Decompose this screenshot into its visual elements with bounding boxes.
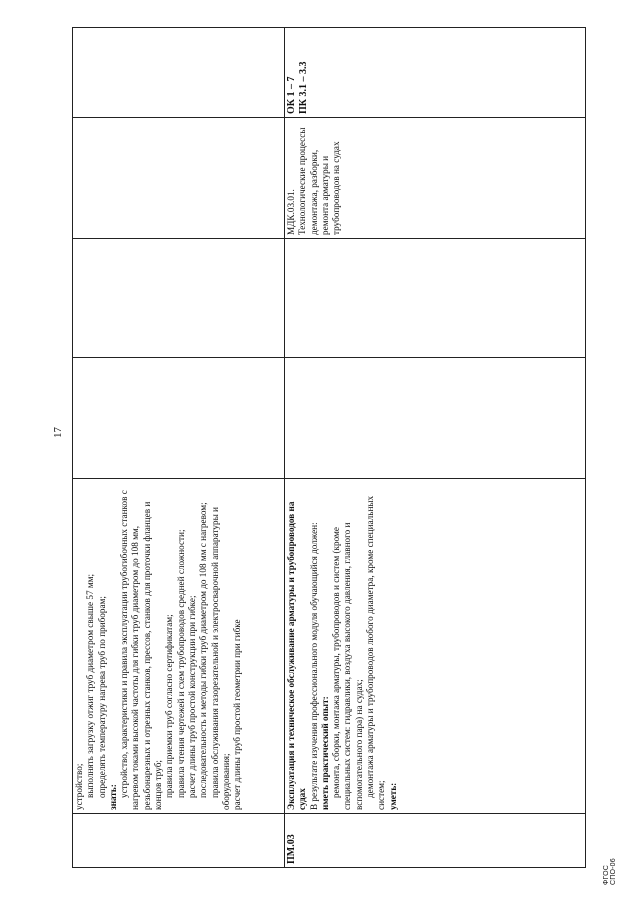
code-cell <box>73 814 285 868</box>
footer-mark: ФГОС СПО-06 <box>603 858 617 885</box>
content-line: правила приемки труб согласно сертификатам; <box>164 614 175 798</box>
page-number: 17 <box>52 427 64 438</box>
experience-label: иметь практический опыт: <box>319 696 330 810</box>
table-row <box>73 28 285 868</box>
content-line: правила обслуживания газорезательной и электросварочной аппаратуры и оборудования; <box>209 507 231 810</box>
content-cell <box>73 479 285 814</box>
hours-cell <box>285 358 586 479</box>
content-line: устройство; <box>74 763 84 810</box>
module-intro: В результате изучения профессионального модуля обучающийся должен: <box>308 522 319 810</box>
mdk-title: МДК.03.01. Технологические процессы демонтажа, разборки, ремонта арматуры и трубопроводов на судах <box>286 127 342 235</box>
knowledge-label: знать: <box>107 784 118 810</box>
content-line: определять температуру нагрева труб по приборам; <box>96 596 107 798</box>
competencies-cell <box>73 28 285 118</box>
hours-cell <box>73 358 285 479</box>
skills-label: уметь: <box>387 782 398 810</box>
competencies-cell <box>285 28 586 118</box>
content-line: устройство, характеристики и правила эксплуатации трубогибочных станков с нагревом токами высокой частоты для гибки труб диаметром до 108 мм, резьбонарезных и отрезных станков, прессов, станков для проточки фланцев и концов труб; <box>119 490 164 810</box>
content-line: расчет длины труб простой геометрии при гибке <box>232 619 243 810</box>
hours-cell <box>73 239 285 358</box>
content-cell <box>285 479 586 814</box>
professional-competencies: ПК 3.1 – 3.3 <box>298 61 309 114</box>
hours-cell <box>285 239 586 358</box>
experience-item: демонтажа арматуры и трубопроводов любого диаметра, кроме специальных систем; <box>365 495 387 810</box>
content-line: расчет длины труб простой конструкции при гибке; <box>186 595 197 798</box>
content-line: правила чтения чертежей и схем трубопроводов средней сложности; <box>175 529 186 798</box>
curriculum-table <box>72 27 586 868</box>
curriculum-table-wrapper <box>72 30 586 868</box>
experience-item: ремонта, сборки, монтажа арматуры, трубопроводов и систем (кроме специальных систем: гидравлики, воздуха высокого давления, главного и вспомогательного пара) на судах; <box>331 522 364 810</box>
module-title: Эксплуатация и техническое обслуживание арматуры и трубопроводов на судах <box>286 501 308 810</box>
mdk-cell <box>73 118 285 239</box>
content-line: последовательность и методы гибки труб диаметром до 108 мм с нагревом; <box>198 502 209 798</box>
general-competencies: ОК 1 – 7 <box>286 76 297 114</box>
module-code: ПМ.03 <box>285 814 586 868</box>
table-row <box>285 28 586 868</box>
content-line: выполнять загрузку отжиг труб диаметром свыше 57 мм; <box>85 573 96 798</box>
mdk-cell <box>285 118 586 239</box>
